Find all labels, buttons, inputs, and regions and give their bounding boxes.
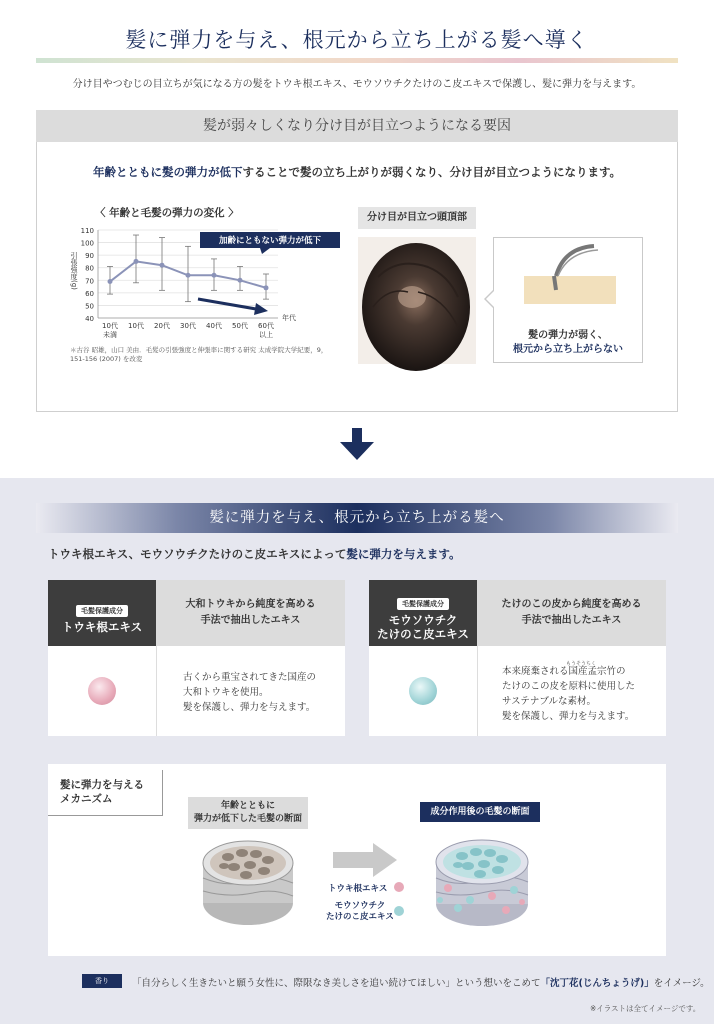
chart-y-axis-label: 引張強度(g) bbox=[70, 252, 78, 290]
process-arrow-icon bbox=[333, 843, 397, 877]
chart-x-axis-label: 年代 bbox=[282, 314, 296, 322]
ingredient-tag: 毛髪保護成分 bbox=[76, 605, 128, 617]
scalp-illustration bbox=[358, 237, 476, 364]
ingredient-method bbox=[477, 580, 666, 646]
chart-x-tick-label: 以上 bbox=[259, 331, 273, 339]
chart-x-tick-label: 60代 bbox=[258, 322, 274, 330]
chart-point bbox=[238, 278, 243, 283]
chart-y-tick-label: 60 bbox=[85, 289, 94, 298]
legend-bamboo-line: モウソウチク bbox=[334, 901, 386, 911]
scalp-photo bbox=[358, 237, 476, 364]
hair-root-illustration bbox=[494, 238, 644, 318]
hair-section-before-illustration bbox=[198, 833, 298, 933]
legend-bamboo bbox=[326, 901, 394, 923]
desc-line: 髪を保護し、弾力を与えます。 bbox=[183, 702, 316, 713]
chart-trend-arrowhead bbox=[254, 303, 268, 315]
ingredient-card-bamboo-head bbox=[369, 580, 477, 646]
desc-line: 本来廃棄される国産孟宗竹の bbox=[502, 666, 626, 677]
hair-section-after-illustration bbox=[430, 830, 535, 935]
ingredient-tag: 毛髪保護成分 bbox=[397, 598, 449, 610]
ingredient-method bbox=[156, 580, 345, 646]
fragrance-tag: 香り bbox=[82, 974, 122, 988]
chart-point bbox=[264, 285, 269, 290]
desc-line: 大和トウキを使用。 bbox=[183, 687, 269, 698]
chart-point bbox=[212, 273, 217, 278]
mechanism-label-line: メカニズム bbox=[60, 793, 113, 805]
before-label-line: 弾力が低下した毛髪の断面 bbox=[193, 814, 302, 824]
chart-point bbox=[134, 259, 139, 264]
chart-x-tick-label: 30代 bbox=[180, 322, 196, 330]
chart-point bbox=[160, 263, 165, 268]
method-line: 手法で抽出したエキス bbox=[521, 615, 622, 626]
chart-trend-arrow bbox=[198, 299, 256, 309]
solution-lead bbox=[48, 546, 461, 562]
fragrance-text bbox=[132, 975, 710, 989]
desc-line: 髪を保護し、弾力を与えます。 bbox=[502, 711, 635, 722]
callout-pointer-inner bbox=[486, 291, 494, 307]
legend-bamboo-line: たけのこ皮エキス bbox=[326, 912, 394, 922]
ruby-text: もうそうちく bbox=[566, 661, 597, 667]
scalp-label: 分け目が目立つ頭頂部 bbox=[358, 207, 476, 229]
chart-x-tick-label: 未満 bbox=[103, 331, 117, 339]
ingredient-desc bbox=[183, 670, 316, 715]
chart-annotation-pointer bbox=[260, 248, 270, 254]
legend-touki-dot-icon bbox=[394, 882, 404, 892]
legend-bamboo-dot-icon bbox=[394, 906, 404, 916]
before-label-line: 年齢とともに bbox=[220, 801, 275, 811]
bamboo-orb-icon bbox=[409, 677, 437, 705]
ingredient-name: トウキ根エキス bbox=[61, 620, 143, 634]
callout-text-line2: 根元から立ち上がらない bbox=[513, 344, 623, 355]
desc-line: たけのこの皮を原料に使用した bbox=[502, 681, 636, 692]
desc-line: サステナブルな素材。 bbox=[502, 696, 597, 707]
cause-heading: 髪が弱々しくなり分け目が目立つようになる要因 bbox=[36, 110, 678, 142]
page-subtitle: 分け目やつむじの目立ちが気になる方の髪をトウキ根エキス、モウソウチクたけのこ皮エキスで保護し、髪に弾力を与えます。 bbox=[72, 79, 642, 90]
ingredient-card-touki-head bbox=[48, 580, 156, 646]
solution-lead-text: トウキ根エキス、モウソウチクたけのこ皮エキスによって bbox=[48, 547, 347, 561]
cause-lead-rest: することで髪の立ち上がりが弱くなり、分け目が目立つようになります。 bbox=[242, 165, 622, 179]
chart-x-tick-label: 10代 bbox=[128, 322, 144, 330]
before-label bbox=[188, 797, 308, 829]
chart-source-note: ＊古谷 昭雄，山口 美由．毛髪の引張強度と伸張率に関する研究 太成学院大学紀要，9，151-156 (2007) を改変 bbox=[70, 346, 328, 363]
chart-y-tick-label: 90 bbox=[85, 252, 94, 261]
method-line: たけのこの皮から純度を高める bbox=[501, 599, 642, 610]
chart-x-tick-label: 40代 bbox=[206, 322, 222, 330]
touki-orb-icon bbox=[88, 677, 116, 705]
solution-heading: 髪に弾力を与え、根元から立ち上がる髪へ bbox=[36, 503, 678, 533]
page-title: 髪に弾力を与え、根元から立ち上がる髪へ導く bbox=[125, 28, 589, 52]
method-line: 手法で抽出したエキス bbox=[200, 615, 301, 626]
elasticity-chart bbox=[60, 220, 322, 345]
ingredient-name: モウソウチク bbox=[388, 613, 458, 627]
callout-text-line1: 髪の弾力が弱く、 bbox=[528, 330, 608, 341]
solution-lead-highlight: 髪に弾力を与えます。 bbox=[346, 547, 461, 561]
chart-y-tick-label: 100 bbox=[80, 239, 94, 248]
title-gradient-rule bbox=[36, 58, 678, 63]
mechanism-label bbox=[48, 770, 163, 816]
desc-line: 古くから重宝されてきた国産の bbox=[183, 672, 317, 683]
chart-title: 〈 年齢と毛髪の弾力の変化 〉 bbox=[95, 207, 239, 219]
chart-y-tick-label: 40 bbox=[85, 315, 94, 323]
chart-point bbox=[108, 279, 113, 284]
method-line: 大和トウキから純度を高める bbox=[185, 599, 316, 610]
illustration-note: ※イラストは全てイメージです。 bbox=[590, 1004, 701, 1013]
legend-touki: トウキ根エキス bbox=[328, 884, 388, 894]
chart-x-tick-label: 10代 bbox=[102, 322, 118, 330]
chart-point bbox=[186, 273, 191, 278]
chart-x-tick-label: 50代 bbox=[232, 322, 248, 330]
after-label: 成分作用後の毛髪の断面 bbox=[420, 802, 540, 822]
card-divider bbox=[156, 646, 157, 736]
chart-y-tick-label: 50 bbox=[85, 302, 94, 311]
chart-x-tick-label: 20代 bbox=[154, 322, 170, 330]
chart-y-tick-label: 110 bbox=[80, 227, 94, 235]
fragrance-name: 「沈丁花(じんちょうげ)」 bbox=[540, 978, 654, 989]
fragrance-text-a: 「自分らしく生きたいと願う女性に、際限なき美しさを追い続けてほしい」という想いをこめて bbox=[132, 978, 541, 989]
card-divider bbox=[477, 646, 478, 736]
down-arrow-icon bbox=[340, 428, 374, 462]
mechanism-label-line: 髪に弾力を与える bbox=[60, 779, 144, 791]
cause-lead bbox=[36, 164, 678, 180]
ingredient-name: たけのこ皮エキス bbox=[377, 627, 469, 641]
fragrance-text-c: をイメージ。 bbox=[653, 978, 710, 989]
chart-y-tick-label: 80 bbox=[85, 264, 94, 273]
ingredient-desc bbox=[502, 664, 635, 724]
chart-y-tick-label: 70 bbox=[85, 277, 94, 286]
cause-lead-highlight: 年齢とともに髪の弾力が低下 bbox=[92, 165, 243, 179]
chart-annotation-text: 加齢にともない弾力が低下 bbox=[218, 236, 322, 246]
